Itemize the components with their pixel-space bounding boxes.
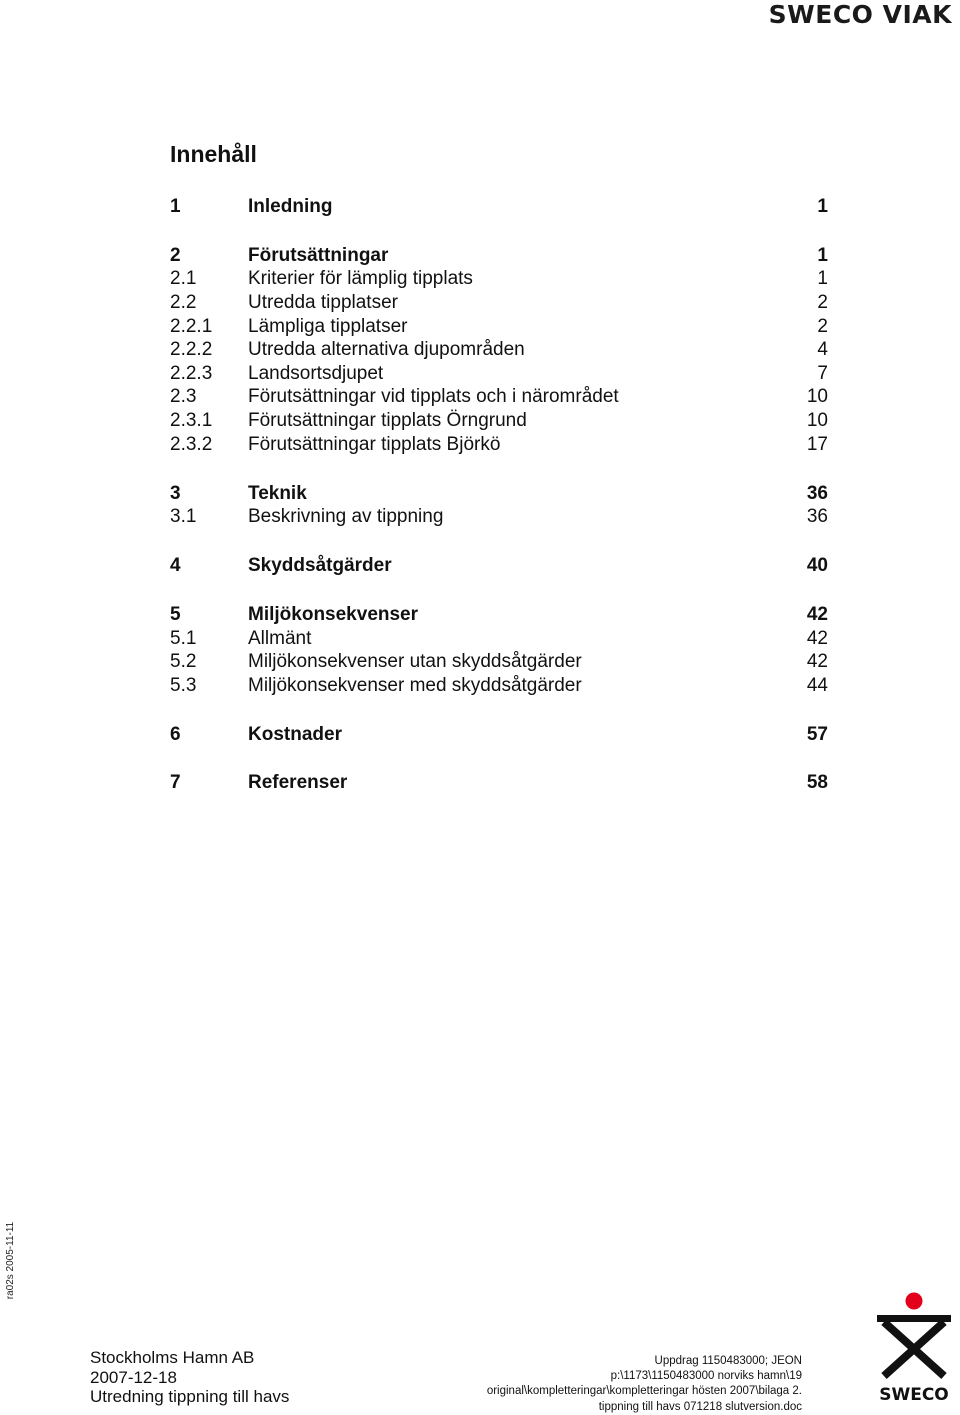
toc-entry-label: Kostnader	[248, 723, 342, 745]
toc-entry-number: 2.3.1	[170, 410, 213, 432]
toc-section-row	[170, 409, 828, 433]
toc-chapter-row	[170, 244, 828, 268]
logo-wordmark: SWECO	[879, 1385, 949, 1404]
toc-section-row	[170, 433, 828, 457]
table-of-contents	[170, 195, 828, 795]
footer-right	[487, 1354, 802, 1415]
toc-entry-page: 42	[806, 651, 828, 673]
toc-entry-label: Förutsättningar	[248, 244, 389, 266]
toc-entry-label: Förutsättningar tipplats Örngrund	[248, 410, 527, 432]
toc-chapter-row	[170, 771, 828, 795]
toc-chapter-row	[170, 723, 828, 747]
toc-entry-number: 2.3.2	[170, 433, 213, 455]
toc-section-row	[170, 650, 828, 674]
footer-path-line-2: original\kompletteringar\kompletteringar hösten 2007\bilaga 2.	[486, 1385, 802, 1398]
toc-section-row	[170, 338, 828, 362]
toc-entry-label: Referenser	[248, 772, 348, 794]
toc-spacer	[170, 746, 828, 771]
toc-entry-number: 7	[170, 772, 181, 794]
toc-entry-page: 2	[817, 292, 828, 314]
toc-chapter-row	[170, 482, 828, 506]
toc-section-row	[170, 385, 828, 409]
toc-entry-label: Landsortsdjupet	[248, 362, 384, 384]
toc-entry-number: 5.2	[170, 651, 197, 673]
toc-entry-number: 6	[170, 723, 181, 745]
toc-section-row	[170, 362, 828, 386]
footer-path-line-1: p:\1173\1150483000 norviks hamn\19	[610, 1370, 802, 1383]
toc-entry-page: 17	[806, 433, 828, 455]
toc-entry-number: 4	[170, 555, 181, 577]
toc-section-row	[170, 291, 828, 315]
toc-entry-label: Kriterier för lämplig tipplats	[248, 268, 473, 290]
toc-entry-number: 2.2.3	[170, 362, 213, 384]
toc-entry-page: 57	[806, 723, 828, 745]
toc-spacer	[170, 697, 828, 722]
toc-entry-label: Miljökonsekvenser med skyddsåtgärder	[248, 674, 582, 696]
toc-spacer	[170, 529, 828, 554]
toc-entry-label: Miljökonsekvenser utan skyddsåtgärder	[248, 651, 582, 673]
toc-entry-label: Miljökonsekvenser	[248, 603, 419, 625]
toc-entry-label: Allmänt	[248, 627, 312, 649]
toc-chapter-row	[170, 554, 828, 578]
toc-chapter-row	[170, 195, 828, 219]
toc-entry-page: 42	[806, 627, 828, 649]
toc-entry-number: 5.3	[170, 674, 197, 696]
toc-entry-label: Beskrivning av tippning	[248, 506, 444, 528]
toc-chapter-row	[170, 603, 828, 627]
toc-entry-number: 3.1	[170, 506, 197, 528]
toc-section-row	[170, 627, 828, 651]
footer-left	[90, 1348, 289, 1407]
toc-entry-page: 36	[806, 482, 828, 504]
footer-doc-title: Utredning tippning till havs	[90, 1387, 290, 1406]
toc-section-row	[170, 267, 828, 291]
footer-date: 2007-12-18	[90, 1367, 177, 1387]
toc-entry-label: Förutsättningar vid tipplats och i närområdet	[248, 386, 619, 408]
toc-entry-page: 42	[806, 603, 828, 625]
toc-entry-label: Teknik	[248, 482, 307, 504]
footer-path-line-3: tippning till havs 071218 slutversion.doc	[598, 1400, 802, 1413]
toc-entry-number: 2.3	[170, 386, 197, 408]
toc-spacer	[170, 456, 828, 481]
toc-entry-label: Lämpliga tipplatser	[248, 315, 408, 337]
toc-entry-number: 3	[170, 482, 181, 504]
toc-entry-number: 2.2.2	[170, 339, 213, 361]
toc-entry-page: 10	[806, 386, 828, 408]
toc-entry-number: 5	[170, 603, 181, 625]
toc-entry-number: 1	[170, 196, 181, 217]
toc-title: Innehåll	[170, 141, 257, 167]
toc-entry-label: Inledning	[248, 196, 333, 217]
toc-entry-label: Utredda tipplatser	[248, 292, 398, 314]
brand-wordmark: SWECO VIAK	[768, 0, 952, 29]
toc-entry-page: 44	[806, 674, 828, 696]
toc-spacer	[170, 219, 828, 244]
toc-entry-label: Förutsättningar tipplats Björkö	[248, 433, 501, 455]
toc-entry-page: 1	[817, 196, 828, 217]
toc-entry-number: 2	[170, 244, 181, 266]
toc-section-row	[170, 505, 828, 529]
toc-entry-number: 2.2	[170, 292, 197, 314]
toc-entry-page: 7	[817, 362, 828, 384]
side-document-code: ra02s 2005-11-11	[5, 1221, 17, 1300]
toc-section-row	[170, 674, 828, 698]
footer-company: Stockholms Hamn AB	[90, 1348, 255, 1367]
toc-entry-number: 5.1	[170, 627, 197, 649]
toc-entry-page: 58	[806, 772, 828, 794]
toc-entry-page: 36	[806, 506, 828, 528]
toc-entry-number: 2.1	[170, 268, 197, 290]
toc-entry-page: 1	[817, 268, 828, 290]
toc-section-row	[170, 315, 828, 339]
toc-entry-page: 2	[817, 315, 828, 337]
toc-entry-number: 2.2.1	[170, 315, 213, 337]
toc-entry-page: 40	[806, 555, 828, 577]
footer-assignment: Uppdrag 1150483000; JEON	[654, 1355, 802, 1367]
toc-spacer	[170, 578, 828, 603]
sweco-logo-icon	[876, 1292, 952, 1404]
toc-entry-page: 4	[817, 339, 828, 361]
toc-entry-page: 10	[806, 410, 828, 432]
toc-entry-label: Utredda alternativa djupområden	[248, 339, 525, 361]
toc-entry-label: Skyddsåtgärder	[248, 555, 392, 577]
toc-entry-page: 1	[817, 244, 828, 266]
